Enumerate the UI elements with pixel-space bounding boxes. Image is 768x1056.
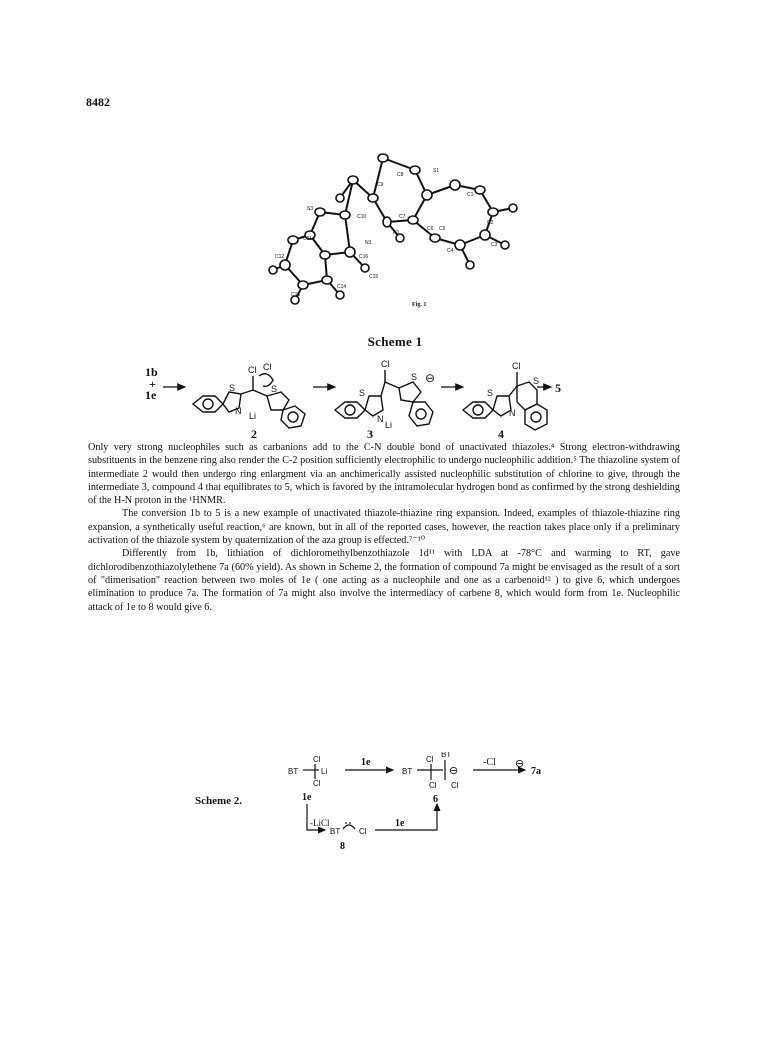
atom-cl: Cl — [313, 779, 321, 788]
atom-li: Li — [321, 767, 328, 776]
scheme1-diagram — [145, 352, 615, 440]
atom-s: S — [271, 384, 278, 394]
atom-bt: BT — [288, 767, 299, 776]
page-number: 8482 — [86, 95, 110, 109]
compound-6-label: 6 — [433, 794, 438, 805]
atom-cl: Cl — [359, 827, 367, 836]
atom-label: C11 — [303, 236, 312, 242]
atom-label: C8 — [397, 172, 404, 178]
atom-cl: Cl — [248, 365, 257, 375]
reactant-plus: + — [149, 377, 156, 391]
charge-icon: ⊖ — [449, 765, 459, 777]
atom-n: N — [509, 408, 516, 418]
atom-label: N3 — [365, 240, 372, 246]
atom-bt: BT — [330, 827, 341, 836]
paragraph: Differently from 1b, lithiation of dichloromethylbenzothiazole 1d¹¹ with LDA at -78°C and warming to RT, gave dichlorodibenzothiazolylethene 7a (60% yield). As shown in Scheme 2, the formation of compound 7a might be envisaged as the result of a sort of "dimerisation" reaction between two moles of 1e ( one acting as a nucleophile and one as a carbenoid¹² ) to give 6, which undergoes elimination to produce 7a. The formation of 7a might also involve the intermediacy of carbene 8, which would form from 1e. Nucleophilic attack of 1e to 8 would give 6. — [88, 548, 680, 613]
scheme1-title: Scheme 1 — [367, 334, 423, 349]
body-text — [88, 441, 680, 614]
atom-label: C13 — [291, 292, 301, 298]
atom-label: C3 — [491, 242, 498, 248]
scheme2-title: Scheme 2. — [195, 795, 243, 807]
reagent-1e: 1e — [361, 757, 371, 768]
product-7a: 7a — [531, 766, 541, 777]
atom-s: S — [229, 383, 236, 393]
atom-label: C10 — [357, 214, 367, 220]
product-5: 5 — [555, 381, 561, 395]
charge-icon: ⊖ — [425, 371, 436, 385]
figure-label: Fig. 1 — [412, 302, 427, 308]
paragraph: The conversion 1b to 5 is a new example of unactivated thiazole-thiazine ring expansion. Indeed, examples of thiazole-thiazine ring expansion, a synthetically useful reaction,⁶ are known, but in all of the reported cases, however, the reaction takes place only if a preliminary activation of the thiazole system by quaternization of the aza group is effected.⁷⁻¹⁰ — [88, 508, 680, 547]
atom-label: S1 — [433, 168, 440, 174]
atom-s: S — [533, 376, 540, 386]
compound-3 — [335, 370, 436, 426]
atom-bt: BT — [441, 752, 452, 759]
elim-reagent: -Cl — [483, 757, 496, 768]
compound-4-label: 4 — [498, 427, 504, 440]
atom-label: S3 — [307, 206, 314, 212]
atom-cl: Cl — [512, 361, 521, 371]
reagent-1e-bottom: 1e — [395, 818, 405, 829]
atom-s: S — [487, 388, 494, 398]
atom-cl: Cl — [381, 359, 390, 369]
reactant-1e: 1e — [145, 388, 157, 402]
atom-bt: BT — [402, 767, 413, 776]
carbene-8-label: 8 — [340, 841, 345, 852]
atom-label: C16 — [359, 254, 369, 260]
atom-n: N — [377, 414, 384, 424]
atom-cl: Cl — [313, 755, 321, 764]
atom-cl: Cl — [426, 755, 434, 764]
atom-label: C6 — [427, 226, 434, 232]
atom-label: N1 — [393, 230, 400, 236]
atom-cl: Cl — [263, 362, 272, 372]
atom-label: C7 — [399, 214, 406, 220]
atom-cl: Cl — [451, 781, 459, 790]
compound-2-label: 2 — [251, 427, 257, 440]
atom-n: N — [235, 406, 242, 416]
atom-li: Li — [385, 420, 393, 430]
paragraph: Only very strong nucleophiles such as carbanions add to the C-N double bond of unactivated thiazoles.⁴ Strong electron-withdrawing substituents in the benzene ring also render the C-2 position sufficiently electrophilic to undergo nucleophilic addition.⁵ The thiazoline system of intermediate 2 would then undergo ring enlargment via an anchimerically assisted nucleophilic substitution of chlorine to give, through the intermediate 3, compound 4 that equilibrates to 5, which is favored by the intramolecular hydrogen bond as confirmed by the strong deshielding of the H-N proton in the ¹HNMR. — [88, 442, 680, 507]
compound-1e-label: 1e — [302, 792, 312, 803]
charge-icon: ⊖ — [515, 758, 525, 770]
compound-3-label: 3 — [367, 427, 373, 440]
atom-s: S — [411, 372, 418, 382]
atom-label: C12 — [275, 254, 285, 260]
atom-label: C2 — [487, 220, 494, 226]
atom-label: C1 — [467, 192, 474, 198]
atom-label: C15 — [369, 274, 379, 280]
scheme2-diagram — [195, 752, 555, 868]
atom-cl: Cl — [429, 781, 437, 790]
atom-label: C14 — [337, 284, 347, 290]
atom-label: C5 — [439, 226, 446, 232]
atom-label: C4 — [447, 248, 454, 254]
reactant-1b: 1b — [145, 365, 158, 379]
atom-li: Li — [249, 411, 257, 421]
atom-s: S — [359, 388, 366, 398]
licl-reagent: -LiCl — [310, 818, 330, 828]
atom-label: C9 — [377, 182, 384, 188]
crystal-structure-figure — [265, 140, 525, 310]
